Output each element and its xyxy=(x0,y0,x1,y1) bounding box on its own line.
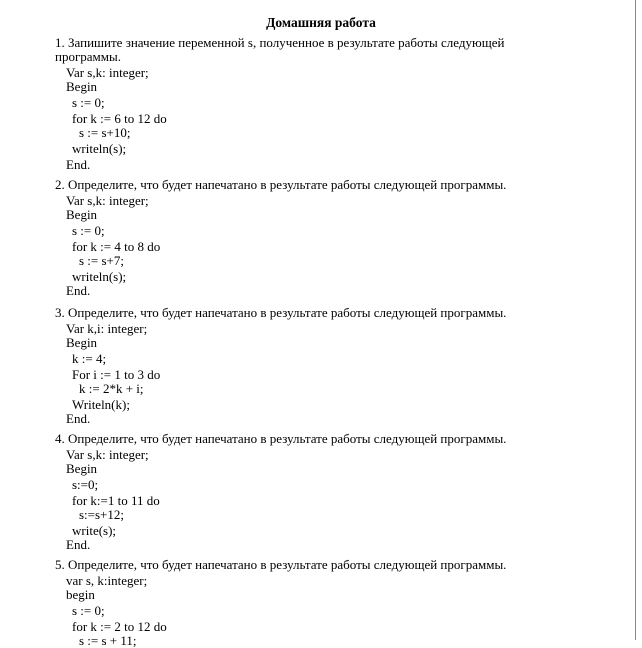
task-3-code-line: Begin xyxy=(66,335,98,350)
page-title: Домашняя работа xyxy=(266,15,376,30)
task-2-question: 2. Определите, что будет напечатано в результате работы следующей программы. xyxy=(55,177,507,192)
task-1-code-line: s := s+10; xyxy=(79,125,131,140)
task-2-code-line: s := 0; xyxy=(72,223,105,238)
task-3-code-line: k := 4; xyxy=(72,351,107,366)
task-1-code-line: Var s,k: integer; xyxy=(66,65,149,80)
task-4-code-line: s:=s+12; xyxy=(79,507,125,522)
task-4-code-line: write(s); xyxy=(72,523,117,538)
task-3-code-line: Var k,i: integer; xyxy=(66,321,148,336)
task-1-code-line: End. xyxy=(66,157,91,172)
task-4-code-line: s:=0; xyxy=(72,477,99,492)
task-4-question: 4. Определите, что будет напечатано в результате работы следующей программы. xyxy=(55,431,507,446)
task-4-code-line: Begin xyxy=(66,461,98,476)
task-2-code-line: writeln(s); xyxy=(72,269,127,284)
task-3-code-line: End. xyxy=(66,411,91,426)
task-1-question: 1. Запишите значение переменной s, полученное в результате работы следующей xyxy=(55,35,505,50)
task-4-code-line: End. xyxy=(66,537,91,552)
task-5-code-line: for k := 2 to 12 do xyxy=(72,619,167,634)
task-4-code-line: for k:=1 to 11 do xyxy=(72,493,160,508)
task-2-code-line: for k := 4 to 8 do xyxy=(72,239,161,254)
task-3-code-line: k := 2*k + i; xyxy=(79,381,144,396)
task-2-code-line: Begin xyxy=(66,207,98,222)
task-1-question-continued: программы. xyxy=(55,49,121,64)
task-5-question: 5. Определите, что будет напечатано в результате работы следующей программы. xyxy=(55,557,507,572)
task-5-code-line: begin xyxy=(66,587,95,602)
task-5-code-line: s := s + 11; xyxy=(79,633,137,648)
task-2-code-line: s := s+7; xyxy=(79,253,125,268)
task-1-code-line: Begin xyxy=(66,79,98,94)
task-1-code-line: s := 0; xyxy=(72,95,105,110)
task-1-code-line: writeln(s); xyxy=(72,141,127,156)
task-1-code-line: for k := 6 to 12 do xyxy=(72,111,167,126)
task-2-code-line: End. xyxy=(66,283,91,298)
task-2-code-line: Var s,k: integer; xyxy=(66,193,149,208)
task-5-code-line: s := 0; xyxy=(72,603,105,618)
task-3-question: 3. Определите, что будет напечатано в результате работы следующей программы. xyxy=(55,305,507,320)
task-3-code-line: Writeln(k); xyxy=(72,397,130,412)
task-5-code-line: var s, k:integer; xyxy=(66,573,148,588)
task-4-code-line: Var s,k: integer; xyxy=(66,447,149,462)
task-3-code-line: For i := 1 to 3 do xyxy=(72,367,161,382)
